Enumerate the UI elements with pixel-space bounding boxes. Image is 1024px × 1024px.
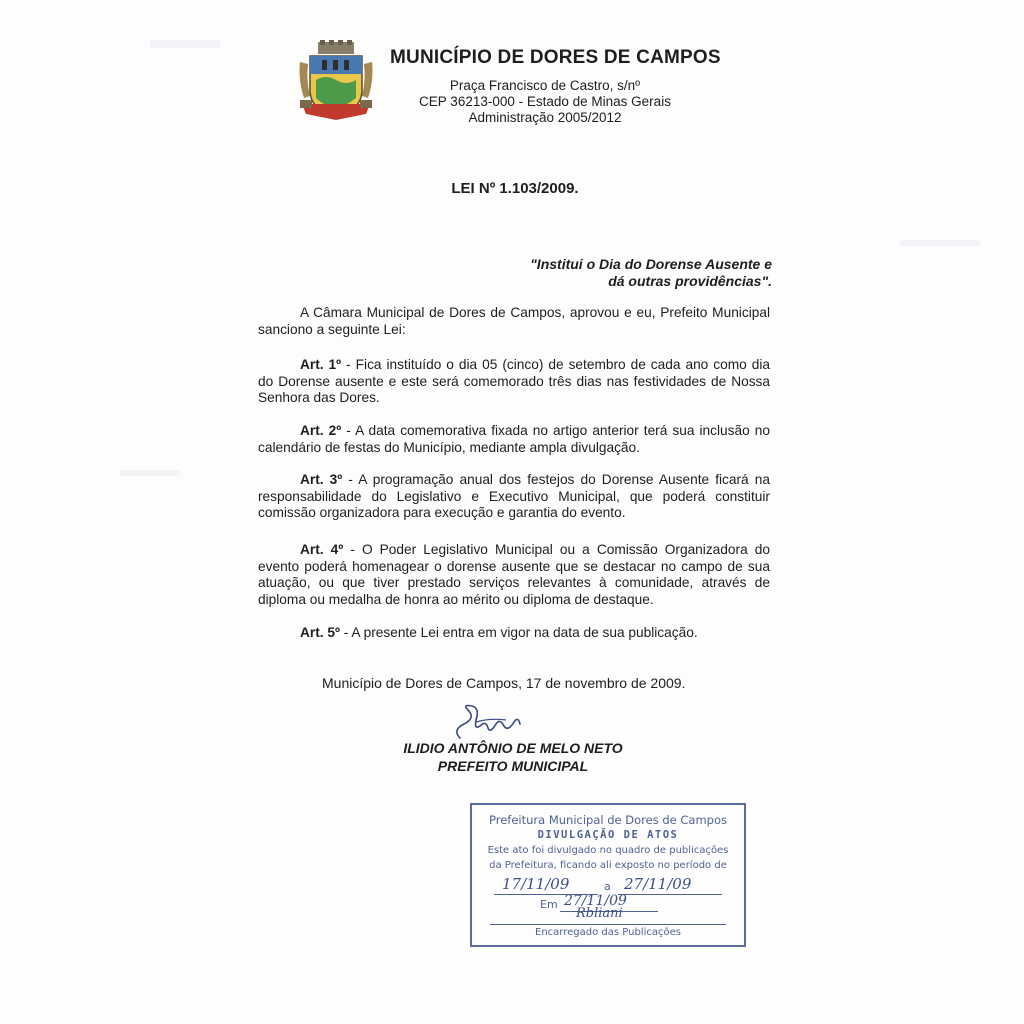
article-text: - Fica instituído o dia 05 (cinco) de setembro de cada ano como dia do Dorense ausente e este será comemorado três dias nas festividades de Nossa Senhora das Dores. xyxy=(258,357,770,405)
article-label: Art. 2º xyxy=(300,423,342,438)
stamp-em-date: 27/11/09 xyxy=(564,893,627,909)
publication-stamp xyxy=(470,803,746,947)
stamp-organization: Prefeitura Municipal de Dores de Campos xyxy=(489,813,727,827)
municipality-title: MUNICÍPIO DE DORES DE CAMPOS xyxy=(390,47,721,68)
article-text: - O Poder Legislativo Municipal ou a Comissão Organizadora do evento poderá homenagear o dorense ausente que se destacar no campo de sua atuação, ou que tiver prestado serviços relevantes à comunidade, através de diploma ou medalha de honra ao mérito ou diploma de destaque. xyxy=(258,542,770,607)
stamp-connector: a xyxy=(604,880,611,893)
municipal-coat-of-arms-icon xyxy=(296,40,376,122)
ementa-line-2: dá outras providências". xyxy=(608,273,772,289)
cep-line: CEP 36213-000 - Estado de Minas Gerais xyxy=(419,94,671,109)
stamp-initials: Rbliani xyxy=(576,906,623,921)
article-label: Art. 3º xyxy=(300,472,343,487)
signer-name: ILIDIO ANTÔNIO DE MELO NETO xyxy=(403,740,623,756)
article-text: - A programação anual dos festejos do Dorense Ausente ficará na responsabilidade do Legislativo e Executivo Municipal, que poderá constituir comissão organizadora para execução e garantia do evento. xyxy=(258,472,770,520)
stamp-footer: Encarregado das Publicações xyxy=(535,927,681,938)
article-paragraph xyxy=(258,357,770,407)
stamp-date-underline xyxy=(618,894,722,895)
stamp-date-to: 27/11/09 xyxy=(624,875,692,893)
place-and-date-line: Município de Dores de Campos, 17 de novembro de 2009. xyxy=(322,675,686,691)
scan-artifact xyxy=(900,240,980,246)
article-paragraph xyxy=(258,472,770,522)
address-line: Praça Francisco de Castro, s/nº xyxy=(449,78,641,93)
ementa-line-1: "Institui o Dia do Dorense Ausente e xyxy=(530,256,772,272)
administration-line: Administração 2005/2012 xyxy=(468,110,622,125)
article-text: - A presente Lei entra em vigor na data de sua publicação. xyxy=(340,625,698,640)
scan-artifact xyxy=(150,40,220,48)
signer-role: PREFEITO MUNICIPAL xyxy=(437,758,589,774)
stamp-em-label: Em xyxy=(540,898,558,911)
law-number-title: LEI Nº 1.103/2009. xyxy=(451,180,579,197)
stamp-date-from: 17/11/09 xyxy=(502,875,570,893)
stamp-text-line-2: da Prefeitura, ficando ali exposto no período de xyxy=(489,860,727,871)
article-label: Art. 1º xyxy=(300,357,342,372)
article-paragraph xyxy=(258,542,770,608)
article-label: Art. 4º xyxy=(300,542,344,557)
stamp-heading: DIVULGAÇÃO DE ATOS xyxy=(537,829,679,841)
article-label: Art. 5º xyxy=(300,625,340,640)
scan-artifact xyxy=(120,470,180,476)
article-paragraph xyxy=(258,423,770,456)
preamble-paragraph: A Câmara Municipal de Dores de Campos, aprovou e eu, Prefeito Municipal sanciono a seguinte Lei: xyxy=(258,305,770,337)
article-paragraph xyxy=(258,625,770,642)
stamp-text-line-1: Este ato foi divulgado no quadro de publicações xyxy=(487,845,729,856)
article-text: - A data comemorativa fixada no artigo anterior terá sua inclusão no calendário de festas do Município, mediante ampla divulgação. xyxy=(258,423,770,455)
stamp-signature-line xyxy=(490,924,726,925)
